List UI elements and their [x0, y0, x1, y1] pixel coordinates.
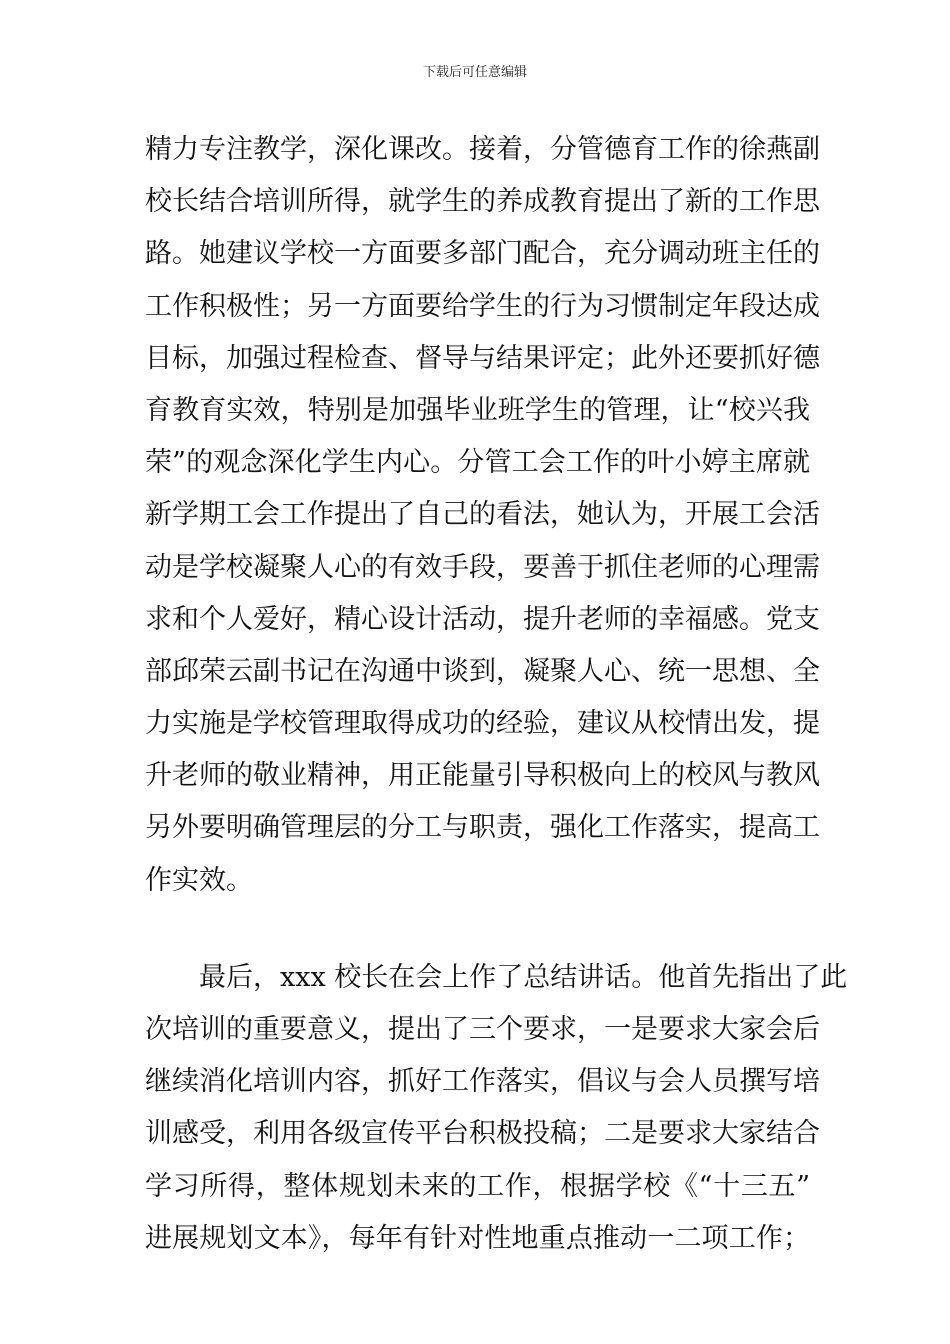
text-line: 求和个人爱好，精心设计活动，提升老师的幸福感。党支: [145, 603, 820, 635]
paragraph-2: [145, 952, 848, 1265]
document-body: [145, 124, 848, 1265]
text-line: 工作积极性；另一方面要给学生的行为习惯制定年段达成: [145, 290, 820, 322]
text-line: 校长结合培训所得，就学生的养成教育提出了新的工作思: [145, 186, 820, 218]
text-line: 次培训的重要意义，提出了三个要求，一是要求大家会后: [145, 1014, 820, 1045]
paragraph-1: [145, 124, 820, 907]
text-line: 力实施是学校管理取得成功的经验，建议从校情出发，提: [145, 708, 820, 740]
text-line: 部邱荣云副书记在沟通中谈到，凝聚人心、统一思想、全: [145, 655, 820, 687]
page-header: 下载后可任意编辑: [422, 65, 527, 80]
text-line: 学习所得，整体规划未来的工作，根据学校《“十三五”: [145, 1170, 810, 1202]
text-line: 继续消化培训内容，抓好工作落实，倡议与会人员撰写培: [145, 1066, 820, 1098]
text-line: 路。她建议学校一方面要多部门配合，充分调动班主任的: [145, 238, 820, 270]
text-line: 新学期工会工作提出了自己的看法，她认为，开展工会活: [145, 499, 820, 531]
text-line: 目标，加强过程检查、督导与结果评定；此外还要抓好德: [145, 342, 820, 374]
text-line: 最后，xxx 校长在会上作了总结讲话。他首先指出了此: [199, 961, 848, 993]
text-line: 动是学校凝聚人心的有效手段，要善于抓住老师的心理需: [145, 551, 820, 583]
text-line: 荣”的观念深化学生内心。分管工会工作的叶小婷主席就: [145, 447, 810, 479]
paragraph-spacer: [145, 907, 810, 952]
text-line: 精力专注教学，深化课改。接着，分管德育工作的徐燕副: [145, 134, 820, 165]
text-line: 作实效。: [145, 864, 253, 896]
text-line: 进展规划文本》，每年有针对性地重点推动一二项工作；: [145, 1222, 810, 1254]
text-line: 升老师的敬业精神，用正能量引导积极向上的校风与教风: [145, 760, 820, 792]
text-line: 育教育实效，特别是加强毕业班学生的管理，让“校兴我: [145, 394, 810, 426]
text-line: 另外要明确管理层的分工与职责，强化工作落实，提高工: [145, 812, 820, 844]
text-line: 训感受，利用各级宣传平台积极投稿；二是要求大家结合: [145, 1118, 820, 1150]
